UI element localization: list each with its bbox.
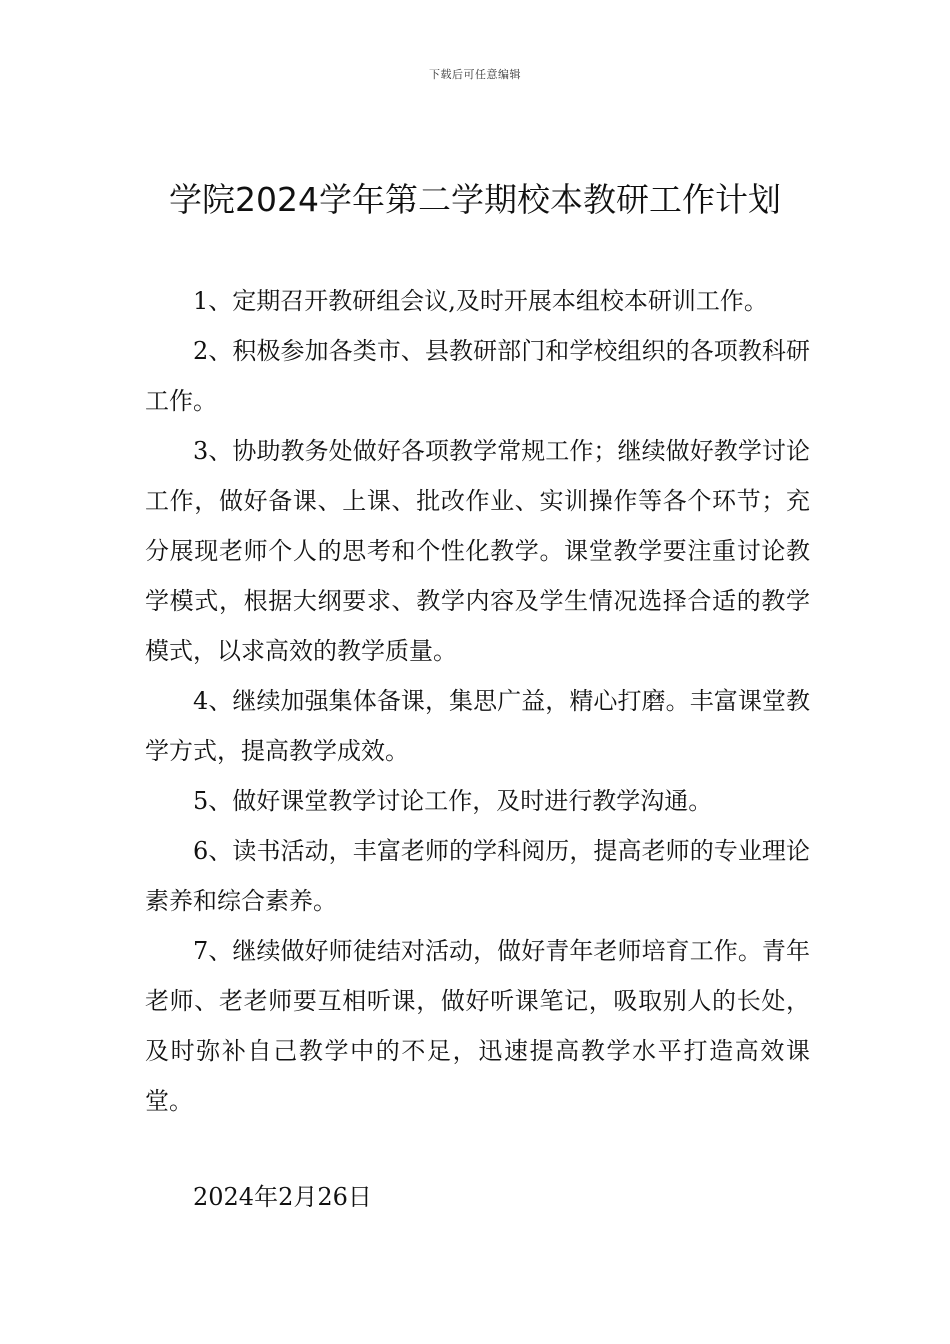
paragraph-3: 3、协助教务处做好各项教学常规工作；继续做好教学讨论工作，做好备课、上课、批改作业、实训操作等各个环节；充分展现老师个人的思考和个性化教学。课堂教学要注重讨论教学模式，根据大纲要求、教学内容及学生情况选择合适的教学模式，以求高效的教学质量。 (145, 437, 810, 665)
paragraph-2: 2、积极参加各类市、县教研部门和学校组织的各项教科研工作。 (145, 337, 810, 415)
paragraph-4: 4、继续加强集体备课，集思广益，精心打磨。丰富课堂教学方式，提高教学成效。 (145, 687, 810, 765)
document-date: 2024年2月26日 (193, 1183, 372, 1211)
header-note: 下载后可任意编辑 (429, 68, 521, 81)
paragraph-1: 1、定期召开教研组会议,及时开展本组校本研训工作。 (193, 287, 768, 315)
document-title: 学院2024学年第二学期校本教研工作计划 (169, 180, 781, 219)
document-body (145, 276, 810, 1126)
paragraph-6: 6、读书活动，丰富老师的学科阅历，提高老师的专业理论素养和综合素养。 (145, 837, 810, 915)
paragraph-5: 5、做好课堂教学讨论工作，及时进行教学沟通。 (193, 787, 713, 815)
paragraph-7: 7、继续做好师徒结对活动，做好青年老师培育工作。青年老师、老老师要互相听课，做好听课笔记，吸取别人的长处，及时弥补自己教学中的不足，迅速提高教学水平打造高效课堂。 (145, 937, 810, 1115)
